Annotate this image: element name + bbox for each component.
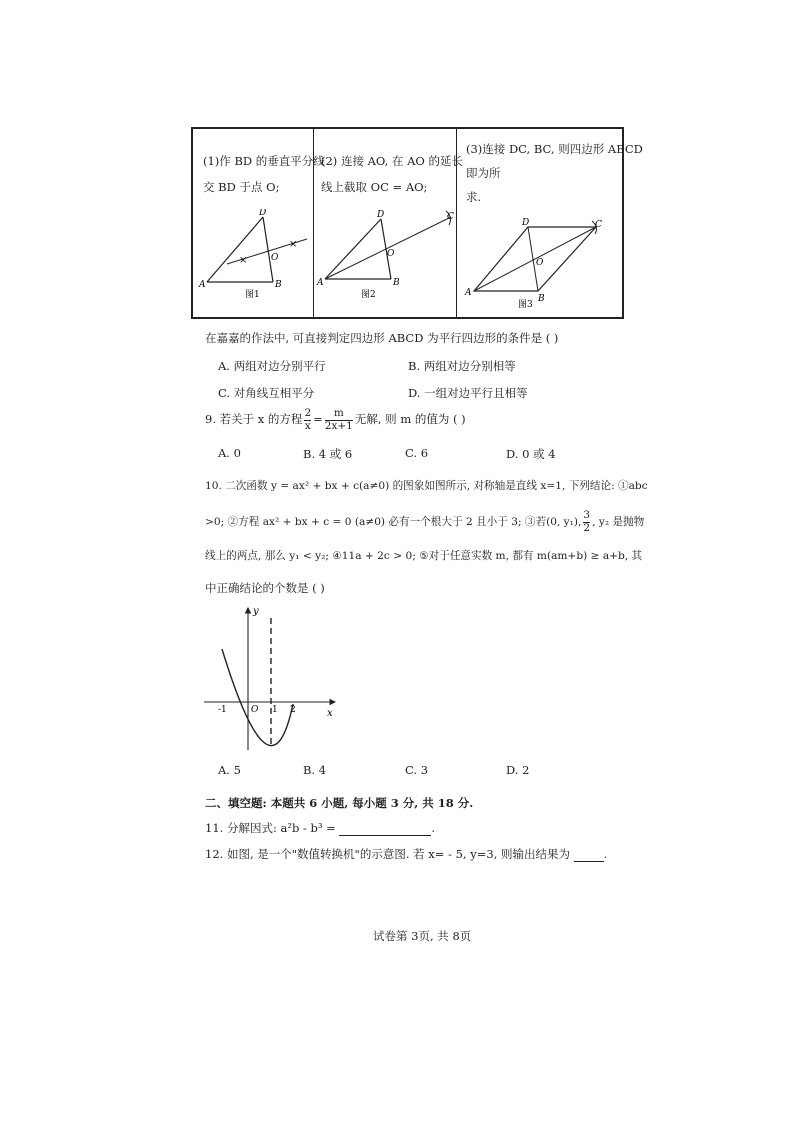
fig1-segment-db	[263, 217, 273, 282]
q9-stem	[205, 408, 466, 432]
q10-line4: 中正确结论的个数是 ( )	[205, 581, 325, 595]
construction-steps-table	[191, 127, 643, 319]
q10-parabola-graph	[200, 604, 350, 752]
q9-option-b[interactable]: B. 4 或 6	[303, 447, 353, 461]
fig3-diagonal-ac	[474, 227, 596, 291]
figure-3	[456, 217, 624, 317]
q10-option-c[interactable]: C. 3	[405, 763, 429, 777]
q8-option-a[interactable]: A. 两组对边分别平行	[218, 359, 326, 373]
q8-option-b[interactable]: B. 两组对边分别相等	[408, 359, 516, 373]
step3-text-line3: 求.	[466, 190, 482, 204]
fig3-caption: 图3	[518, 300, 533, 310]
q9-fraction-right	[325, 408, 353, 432]
fig1-label-b: B	[275, 280, 282, 290]
y-axis-label: y	[253, 606, 259, 617]
q10-option-d[interactable]: D. 2	[506, 763, 530, 777]
tick-label-1: 1	[272, 705, 278, 715]
fig1-cross-mark: ×	[289, 239, 298, 250]
q10-option-b[interactable]: B. 4	[303, 763, 327, 777]
step3-cell	[456, 129, 643, 319]
step3-text-line2: 即为所	[466, 166, 501, 180]
q10-line3: 线上的两点, 那么 y₁ < y₂; ④11a + 2c > 0; ⑤对于任意实数 m, 都有 m(am+b) ≥ a+b, 其	[205, 550, 643, 562]
q9-fraction-left	[304, 408, 311, 432]
q11-answer-blank[interactable]	[339, 821, 431, 836]
fig2-label-o: O	[387, 249, 395, 259]
page-footer: 试卷第 3页, 共 8页	[373, 929, 472, 943]
fig3-label-c: C	[595, 220, 602, 230]
fig2-label-c: C	[447, 212, 454, 222]
q9-prefix: 9. 若关于 x 的方程	[205, 412, 303, 427]
q9-option-d[interactable]: D. 0 或 4	[506, 447, 556, 461]
step1-text-line2: 交 BD 于点 O;	[203, 180, 280, 194]
fig2-segment-ac	[325, 217, 451, 279]
q8-stem: 在嘉嘉的作法中, 可直接判定四边形 ABCD 为平行四边形的条件是 ( )	[205, 331, 559, 345]
fig3-label-a: A	[465, 288, 472, 298]
fig3-label-o: O	[536, 258, 544, 268]
step2-text-line2: 线上截取 OC = AO;	[321, 180, 428, 194]
fig2-label-a: A	[317, 278, 324, 288]
step1-text-line1: (1)作 BD 的垂直平分线	[203, 154, 325, 168]
x-axis-label: x	[327, 708, 333, 719]
q10-option-a[interactable]: A. 5	[218, 763, 241, 777]
q8-option-c[interactable]: C. 对角线互相平分	[218, 386, 315, 400]
tick-label-2: 2	[290, 705, 296, 715]
fig3-label-d: D	[522, 218, 530, 228]
q10-line2	[205, 510, 644, 534]
q10-line2-start: >0; ②方程 ax² + bx + c = 0 (a≠0) 必有一个根大于 2 且小于 3; ③若(0, y₁),	[205, 516, 582, 529]
q11-end: .	[431, 821, 436, 835]
fig1-caption: 图1	[245, 290, 260, 300]
q11-line	[205, 820, 435, 836]
q12-line	[205, 846, 607, 862]
q10-fraction	[583, 510, 590, 534]
step1-cell	[193, 129, 325, 319]
q9-frac2-denominator: 2x+1	[324, 419, 353, 432]
q9-frac2-numerator: m	[333, 407, 344, 419]
fig1-label-d: D	[259, 209, 267, 218]
section2-heading: 二、填空题: 本题共 6 小题, 每小题 3 分, 共 18 分.	[205, 796, 474, 810]
q9-option-a[interactable]: A. 0	[218, 446, 241, 460]
step2-cell	[313, 129, 464, 319]
q9-equals: =	[313, 412, 323, 427]
q12-answer-blank[interactable]	[574, 847, 604, 862]
q10-line1: 10. 二次函数 y = ax² + bx + c(a≠0) 的图象如图所示, 对称轴是直线 x=1, 下列结论: ①abc	[205, 480, 648, 492]
q9-frac1-numerator: 2	[304, 407, 312, 419]
fig1-cross-mark: ×	[239, 255, 248, 266]
q9-frac1-denominator: x	[304, 419, 311, 432]
figure-1	[193, 209, 313, 309]
fig1-segment-ad	[207, 217, 263, 282]
fig2-label-b: B	[393, 278, 400, 288]
fig2-segment-ad	[325, 219, 381, 279]
tick-label-neg1: -1	[218, 705, 227, 715]
step3-text-line1: (3)连接 DC, BC, 则四边形 ABCD	[466, 142, 643, 156]
q9-option-c[interactable]: C. 6	[405, 446, 429, 460]
q12-text: 12. 如图, 是一个"数值转换机"的示意图. 若 x= - 5, y=3, 则输出结果为	[205, 847, 571, 861]
q10-frac-numerator: 3	[583, 509, 591, 521]
q10-frac-denominator: 2	[583, 521, 591, 534]
origin-label: O	[251, 705, 259, 715]
q12-end: .	[603, 847, 608, 861]
q9-suffix: 无解, 则 m 的值为 ( )	[354, 412, 466, 427]
fig1-label-a: A	[199, 280, 206, 290]
q8-option-d[interactable]: D. 一组对边平行且相等	[408, 386, 528, 400]
fig1-label-o: O	[271, 253, 279, 263]
fig3-label-b: B	[538, 294, 545, 304]
q11-text: 11. 分解因式: a²b - b³ =	[205, 821, 336, 835]
fig2-caption: 图2	[361, 290, 376, 300]
fig2-label-d: D	[377, 210, 385, 220]
parabola-curve	[222, 649, 293, 746]
figure-2	[313, 209, 456, 309]
step2-text-line1: (2) 连接 AO, 在 AO 的延长	[321, 154, 464, 168]
q10-line2-end: , y₂ 是抛物	[592, 516, 645, 529]
